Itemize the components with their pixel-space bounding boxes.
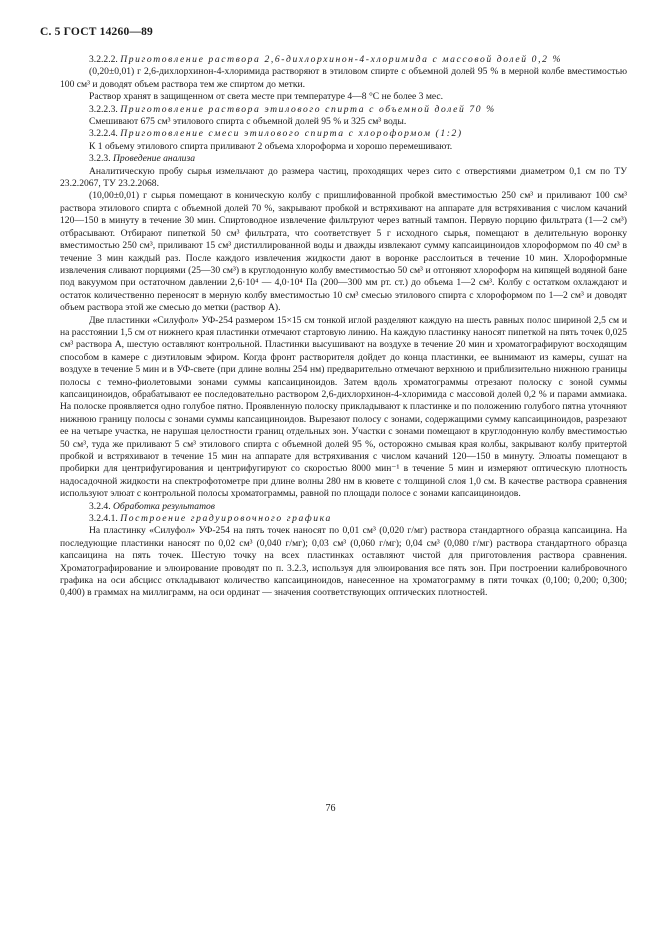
paragraph-text: Смешивают 675 см³ этилового спирта с объемной долей 95 % и 325 см³ воды. bbox=[89, 116, 407, 128]
paragraph bbox=[60, 525, 627, 599]
paragraph-text: 3.2.2.3. bbox=[89, 103, 121, 115]
paragraph-text: Две пластинки «Силуфол» УФ-254 размером 15×15 см тонкой иглой разделяют каждую на шесть равных полос шириной 2,5 см и на расстоянии 1,5 см от нижнего края пластинки отмечают стартовую линию. На каждую пластинку наносят пипеткой на пять точек 0,025 см³ раствора А, шестую оставляют контрольной. Пластинки высушивают на воздухе в течение 20 мин и хроматографируют восходящим способом в камере с диэтиловым эфиром. Когда фронт растворителя дойдет до конца пластинки, ее вынимают из камеры, сушат на воздухе в течение 5 мин и в УФ-свете (при длине волны 254 нм) предварительно отмечают верхнюю и приблизительно нижнюю границы полосы с темно-фиолетовыми зонами суммы капсаициноидов. Затем вдоль хроматограммы отрезают полоску с зоной суммы капсаициноидов, обрабатывают ее последовательно раствором 2,6-дихлорхинон-4-хлоримида с массовой долей 0,2 % и парами аммиака. На полоске проявляется одно голубое пятно. Проявленную полоску прикладывают к пластинке и по положению голубого пятна уточняют нижнюю границу полосы с зонами суммы капсаициноидов. Вырезают полосу с зонами, содержащими сумму капсаициноидов, разрезают ее на четыре участка, не нарушая целостности границ отдельных зон. Участки с зонами помещают в круглодонную колбу вместимостью 50 см³, туда же приливают 5 см³ этилового спирта с объемной долей 95 %, осторожно смывая края колбы, закрывают колбу притертой пробкой и встряхивают в течение 15 мин на аппарате для встряхивания с числом качаний 120—150 в минуту. Элюаты помещают в пробирки для центрифугирования и центрифугируют со скоростью 8000 мин⁻¹ в течение 5 мин и измеряют оптическую плотность надосадочной жидкости на спектрофотометре при длине волны 280 нм в кювете с толщиной слоя 1,0 см. В качестве раствора сравнения используют элюат с контрольной полосы хроматограммы, равной по площади полосе с зонами капсаициноидов. bbox=[60, 314, 627, 500]
paragraph-text: (0,20±0,01) г 2,6-дихлорхинон-4-хлоримида растворяют в этиловом спирте с объемной долей 95 % в мерной колбе вместимостью 100 см³ и доводят объем раствора тем же спиртом до метки. bbox=[60, 66, 627, 90]
paragraph bbox=[60, 128, 627, 140]
paragraph-text: 3.2.2.4. bbox=[89, 128, 121, 140]
paragraph bbox=[60, 153, 627, 165]
paragraph-text: На пластинку «Силуфол» УФ-254 на пять точек наносят по 0,01 см³ (0,020 г/мг) раствора стандартного образца капсаицина. На последующие пластинки наносят по 0,02 см³ (0,040 г/мг); 0,03 см³ (0,060 г/мг); 0,04 см³ (0,080 г/мг) раствора стандартного образца капсаицина на пять точек. Шестую точку на всех пластинках оставляют чистой для приготовления раствора сравнения. Хроматографирование и элюирование проводят по п. 3.2.3, используя для элюирования все пять зон. При построении калибровочного графика на оси абсцисс откладывают количество капсаициноидов, нанесенное на хроматограмму в пяти точках (0,100; 0,200; 0,300; 0,400) в граммах на миллиграмм, на оси ординат — значения соответствующих оптических плотностей. bbox=[60, 525, 627, 599]
paragraph-text: (10,00±0,01) г сырья помещают в коническую колбу с пришлифованной пробкой вместимостью 250 см³ и приливают 100 см³ раствора этилового спирта с объемной долей 70 %, закрывают пробкой и встряхивают на аппарате для встряхивания с числом качаний 120—150 в минуту в течение 30 мин. Спиртоводное извлечение фильтруют через ватный тампон. Первую порцию фильтрата (1—2 см³) отбрасывают. Отбирают пипеткой 50 см³ фильтрата, что соответствует 5 г исходного сырья, помещают в делительную воронку вместимостью 250 см³, приливают 15 см³ дистиллированной воды и дважды извлекают сумму капсаициноидов хлороформом по 40 см³ в течение 3 мин каждый раз. После каждого извлечения жидкости дают в воронке расслоиться в течение 10 мин. Хлороформные извлечения сливают порциями (25—30 см³) в круглодонную колбу вместимостью 50 см³ и отгоняют хлороформ на кипящей водяной бане под вакуумом при остаточном давлении 2,6·10⁴ — 4,0·10⁴ Па (200—300 мм рт. ст.) до объема 1—2 см³. Колбу с остатком охлаждают и остаток количественно переносят в мерную колбу вместимостью 10 см³ смесью этилового спирта с хлороформом по 1—2 см³ и доводят объем раствора этой же смесью до метки (раствор А). bbox=[60, 190, 627, 314]
paragraph bbox=[60, 501, 627, 513]
paragraph bbox=[60, 315, 627, 501]
section-heading-text: Приготовление раствора этилового спирта с объемной долей 70 % bbox=[120, 103, 496, 115]
section-title-italic: Обработка результатов bbox=[112, 500, 215, 512]
section-heading-text: Приготовление смеси этилового спирта с хлороформом (1:2) bbox=[120, 128, 463, 140]
paragraph-text: 3.2.4. bbox=[89, 500, 113, 512]
page-number: 76 bbox=[325, 803, 336, 814]
section-title-italic: Проведение анализа bbox=[112, 153, 196, 165]
paragraph-text: 3.2.2.2. bbox=[89, 54, 121, 65]
page-header: С. 5 ГОСТ 14260—89 bbox=[40, 26, 153, 38]
paragraph bbox=[60, 104, 627, 116]
paragraph bbox=[60, 54, 627, 66]
paragraph bbox=[60, 166, 627, 191]
paragraph-text: Аналитическую пробу сырья измельчают до размера частиц, проходящих через сито с отверстиями диаметром 0,1 см по ТУ 23.2.2067, ТУ 23.2.2068. bbox=[60, 165, 627, 190]
body-text bbox=[60, 54, 627, 600]
paragraph-text: 3.2.4.1. bbox=[89, 513, 121, 525]
paragraph bbox=[60, 116, 627, 128]
paragraph-text: Раствор хранят в защищенном от света месте при температуре 4—8 °С не более 3 мес. bbox=[89, 91, 444, 103]
paragraph bbox=[60, 513, 627, 525]
section-heading-text: Приготовление раствора 2,6-дихлорхинон-4-хлоримида с массовой долей 0,2 % bbox=[120, 54, 563, 65]
paragraph bbox=[60, 141, 627, 153]
paragraph-text: 3.2.3. bbox=[89, 153, 113, 165]
paragraph bbox=[60, 66, 627, 91]
paragraph bbox=[60, 91, 627, 103]
section-heading-text: Построение градуировочного графика bbox=[120, 513, 332, 525]
paragraph-text: К 1 объему этилового спирта приливают 2 объема хлороформа и хорошо перемешивают. bbox=[89, 140, 453, 152]
paragraph bbox=[60, 190, 627, 314]
